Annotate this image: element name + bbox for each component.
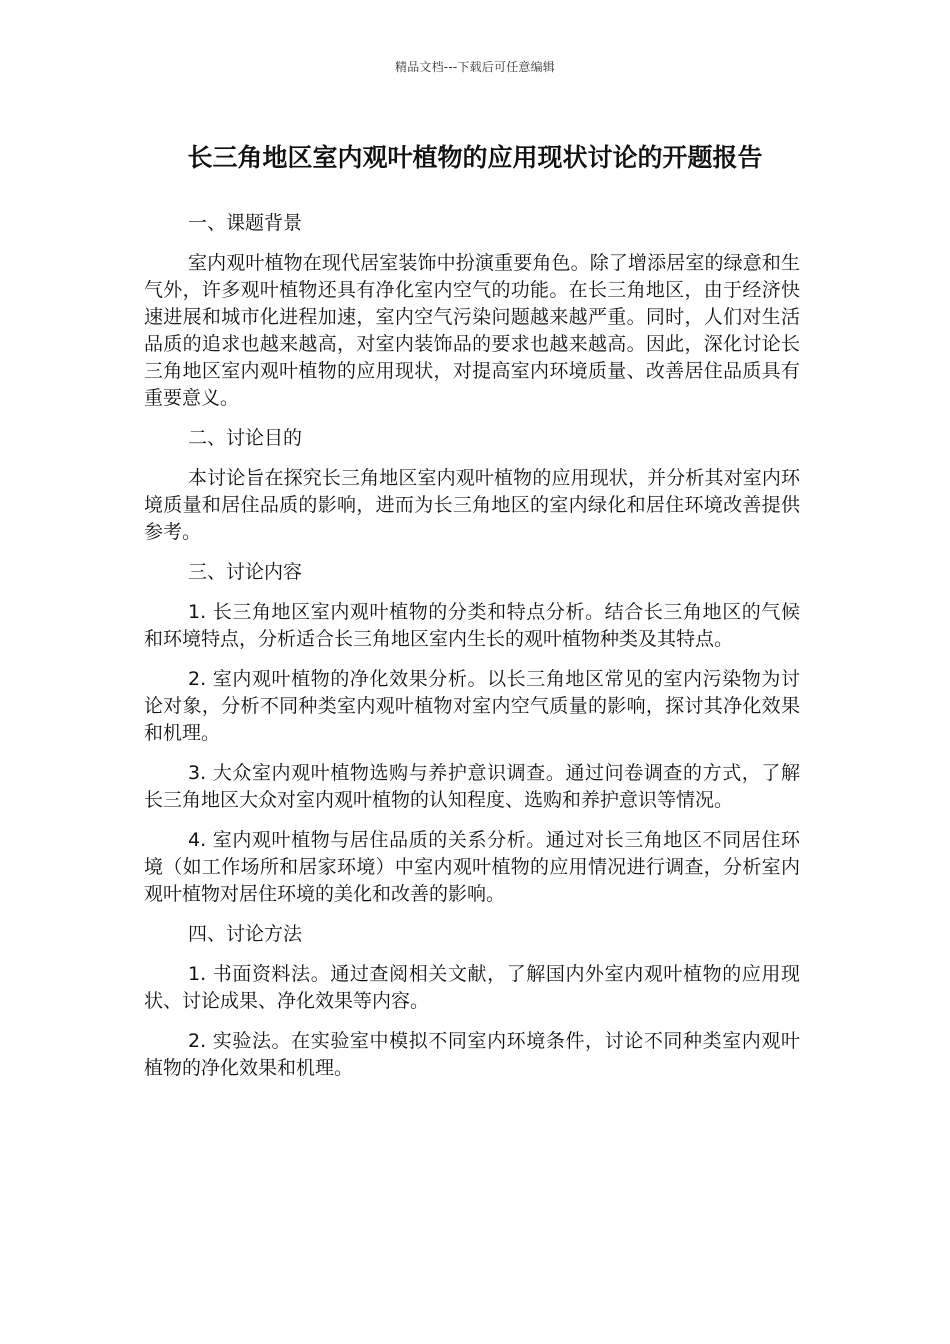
section-heading-methods: 四、讨论方法: [188, 923, 303, 945]
paragraph-purpose: 本讨论旨在探究长三角地区室内观叶植物的应用现状，并分析其对室内环境质量和居住品质的影响，进而为长三角地区的室内绿化和居住环境改善提供参考。: [144, 467, 800, 543]
document-title: 长三角地区室内观叶植物的应用现状讨论的开题报告: [187, 143, 763, 172]
paragraph-content-2: 2. 室内观叶植物的净化效果分析。以长三角地区常见的室内污染物为讨论对象，分析不同种类室内观叶植物对室内空气质量的影响，探讨其净化效果和机理。: [144, 668, 800, 744]
section-heading-purpose: 二、讨论目的: [188, 427, 303, 449]
paragraph-content-3: 3. 大众室内观叶植物选购与养护意识调查。通过问卷调查的方式，了解长三角地区大众对室内观叶植物的认知程度、选购和养护意识等情况。: [144, 762, 800, 811]
document-body: [144, 210, 800, 1095]
paragraph-method-2: 2. 实验法。在实验室中模拟不同室内环境条件，讨论不同种类室内观叶植物的净化效果和机理。: [144, 1030, 800, 1079]
paragraph-background: 室内观叶植物在现代居室装饰中扮演重要角色。除了增添居室的绿意和生气外，许多观叶植物还具有净化室内空气的功能。在长三角地区，由于经济快速进展和城市化进程加速，室内空气污染问题越来越严重。同时，人们对生活品质的追求也越来越高，对室内装饰品的要求也越来越高。因此，深化讨论长三角地区室内观叶植物的应用现状，对提高室内环境质量、改善居住品质具有重要意义。: [144, 252, 800, 409]
paragraph-method-1: 1. 书面资料法。通过查阅相关文献，了解国内外室内观叶植物的应用现状、讨论成果、净化效果等内容。: [144, 963, 800, 1012]
header-note: 精品文档---下载后可任意编辑: [395, 60, 555, 74]
section-heading-content: 三、讨论内容: [188, 561, 303, 583]
paragraph-content-4: 4. 室内观叶植物与居住品质的关系分析。通过对长三角地区不同居住环境（如工作场所和居家环境）中室内观叶植物的应用情况进行调查，分析室内观叶植物对居住环境的美化和改善的影响。: [144, 829, 800, 905]
section-heading-background: 一、课题背景: [188, 212, 303, 234]
paragraph-content-1: 1. 长三角地区室内观叶植物的分类和特点分析。结合长三角地区的气候和环境特点，分析适合长三角地区室内生长的观叶植物种类及其特点。: [144, 601, 800, 650]
